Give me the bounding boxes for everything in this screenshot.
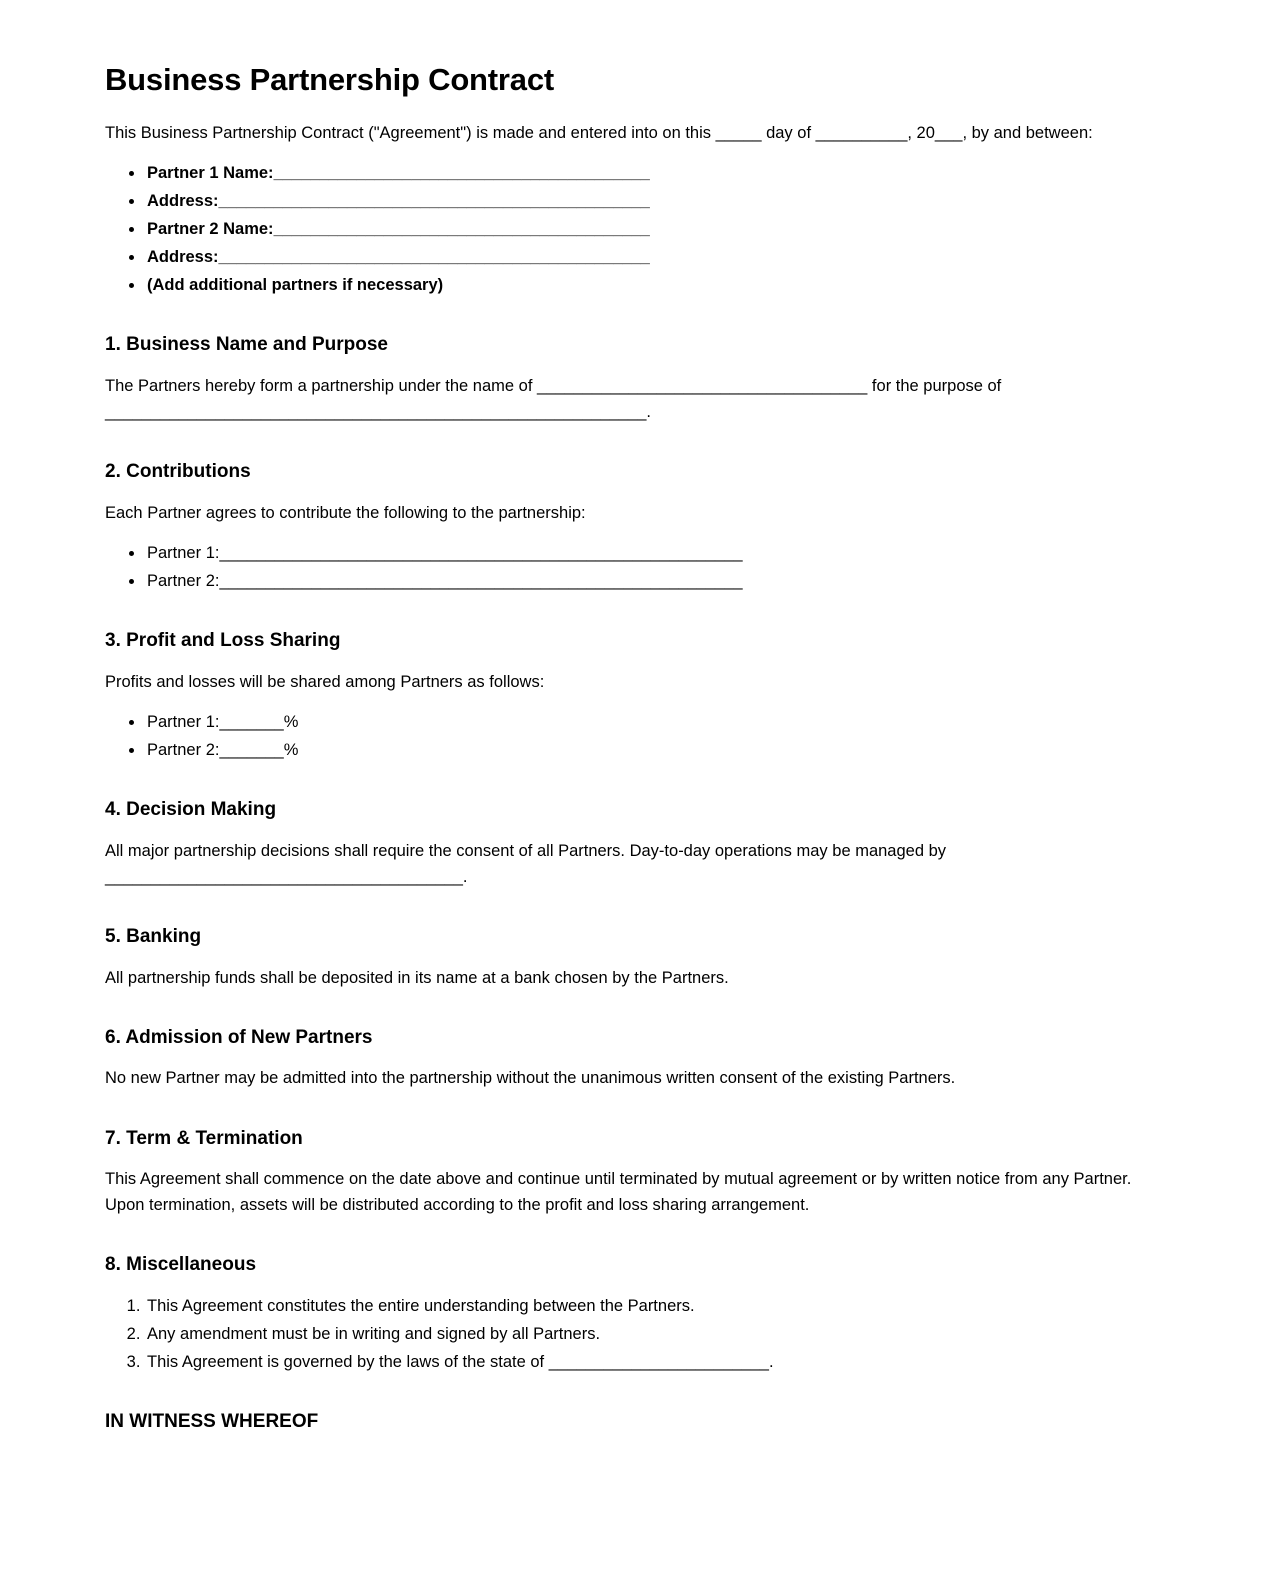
list-item: 3. This Agreement is governed by the laws of the state of ________________________. (145, 1349, 1158, 1375)
section-6-body: No new Partner may be admitted into the partnership without the unanimous written consent of the existing Partners. (105, 1069, 956, 1088)
contributions-bullet-list (105, 540, 1158, 594)
list-item (145, 188, 1158, 214)
section-heading-4: 4. Decision Making (105, 798, 277, 820)
party-blank: _______________________________________________ (218, 191, 650, 210)
party-label: Address: (147, 247, 219, 266)
intro-text-after-month: , 20 (907, 123, 935, 142)
party-label: Partner 2 Name: (147, 219, 274, 238)
party-blank: _________________________________________ (273, 163, 650, 182)
list-item (145, 709, 1158, 735)
list-item (145, 160, 1158, 186)
contribution-blank: _________________________________________________________ (219, 571, 743, 590)
party-blank: _________________________________________ (273, 219, 650, 238)
witness-heading: IN WITNESS WHEREOF (105, 1411, 319, 1433)
section-heading-5: 5. Banking (105, 925, 202, 947)
party-blank: _______________________________________________ (218, 247, 650, 266)
intro-month-blank: __________ (815, 123, 908, 142)
section-1-purpose-blank: ___________________________________________________________ (105, 402, 647, 421)
intro-day-blank: _____ (715, 123, 762, 142)
contribution-label: Partner 2: (147, 571, 220, 590)
list-item (145, 540, 1158, 566)
section-4-text-after: . (462, 867, 468, 886)
section-4-text-before: All major partnership decisions shall require the consent of all Partners. Day-to-day operations may be managed by (105, 841, 947, 860)
list-item (145, 568, 1158, 594)
section-4-body (105, 838, 1158, 890)
profit-sharing-bullet-list (105, 709, 1158, 763)
section-heading-8: 8. Miscellaneous (105, 1254, 257, 1276)
profit-share-blank: _______% (219, 712, 299, 731)
party-label: Address: (147, 191, 219, 210)
section-heading-7: 7. Term & Termination (105, 1127, 303, 1149)
party-bullet-list (105, 160, 1158, 298)
intro-text-day-of: day of (761, 123, 816, 142)
contribution-blank: _________________________________________________________ (219, 543, 743, 562)
list-item: 2. Any amendment must be in writing and signed by all Partners. (145, 1321, 1158, 1347)
section-5-body: All partnership funds shall be deposited in its name at a bank chosen by the Partners. (105, 968, 729, 987)
contribution-label: Partner 1: (147, 543, 220, 562)
section-1-text-before: The Partners hereby form a partnership under the name of (105, 376, 537, 395)
profit-share-label: Partner 1: (147, 712, 220, 731)
section-heading-6: 6. Admission of New Partners (105, 1026, 373, 1048)
intro-text-tail: , by and between: (962, 123, 1093, 142)
page-title: Business Partnership Contract (105, 62, 554, 97)
section-7-body: This Agreement shall commence on the date above and continue until terminated by mutual agreement or by written notice from any Partner. Upon termination, assets will be distributed according to the profit and loss sharing arrangement. (105, 1170, 1132, 1215)
list-item (145, 272, 1158, 298)
section-1-text-middle: for the purpose of (867, 376, 1002, 395)
section-1-text-after: . (646, 402, 652, 421)
list-item (145, 216, 1158, 242)
section-1-name-blank: ____________________________________ (536, 376, 868, 395)
party-label: Partner 1 Name: (147, 163, 274, 182)
intro-year-blank: ___ (934, 123, 963, 142)
party-label: (Add additional partners if necessary) (147, 275, 444, 294)
list-item (145, 737, 1158, 763)
list-item (145, 244, 1158, 270)
profit-share-blank: _______% (219, 740, 299, 759)
section-heading-2: 2. Contributions (105, 460, 251, 482)
section-4-manager-blank: _______________________________________ (105, 867, 463, 886)
section-1-body (105, 373, 1158, 425)
intro-paragraph (105, 120, 1158, 146)
intro-text-before-day: This Business Partnership Contract ("Agreement") is made and entered into on this (105, 123, 716, 142)
list-item: 1. This Agreement constitutes the entire understanding between the Partners. (145, 1293, 1158, 1319)
section-3-body: Profits and losses will be shared among Partners as follows: (105, 672, 545, 691)
miscellaneous-list (105, 1293, 1158, 1375)
section-2-body: Each Partner agrees to contribute the following to the partnership: (105, 503, 586, 522)
profit-share-label: Partner 2: (147, 740, 220, 759)
section-heading-3: 3. Profit and Loss Sharing (105, 629, 341, 651)
section-heading-1: 1. Business Name and Purpose (105, 334, 388, 356)
